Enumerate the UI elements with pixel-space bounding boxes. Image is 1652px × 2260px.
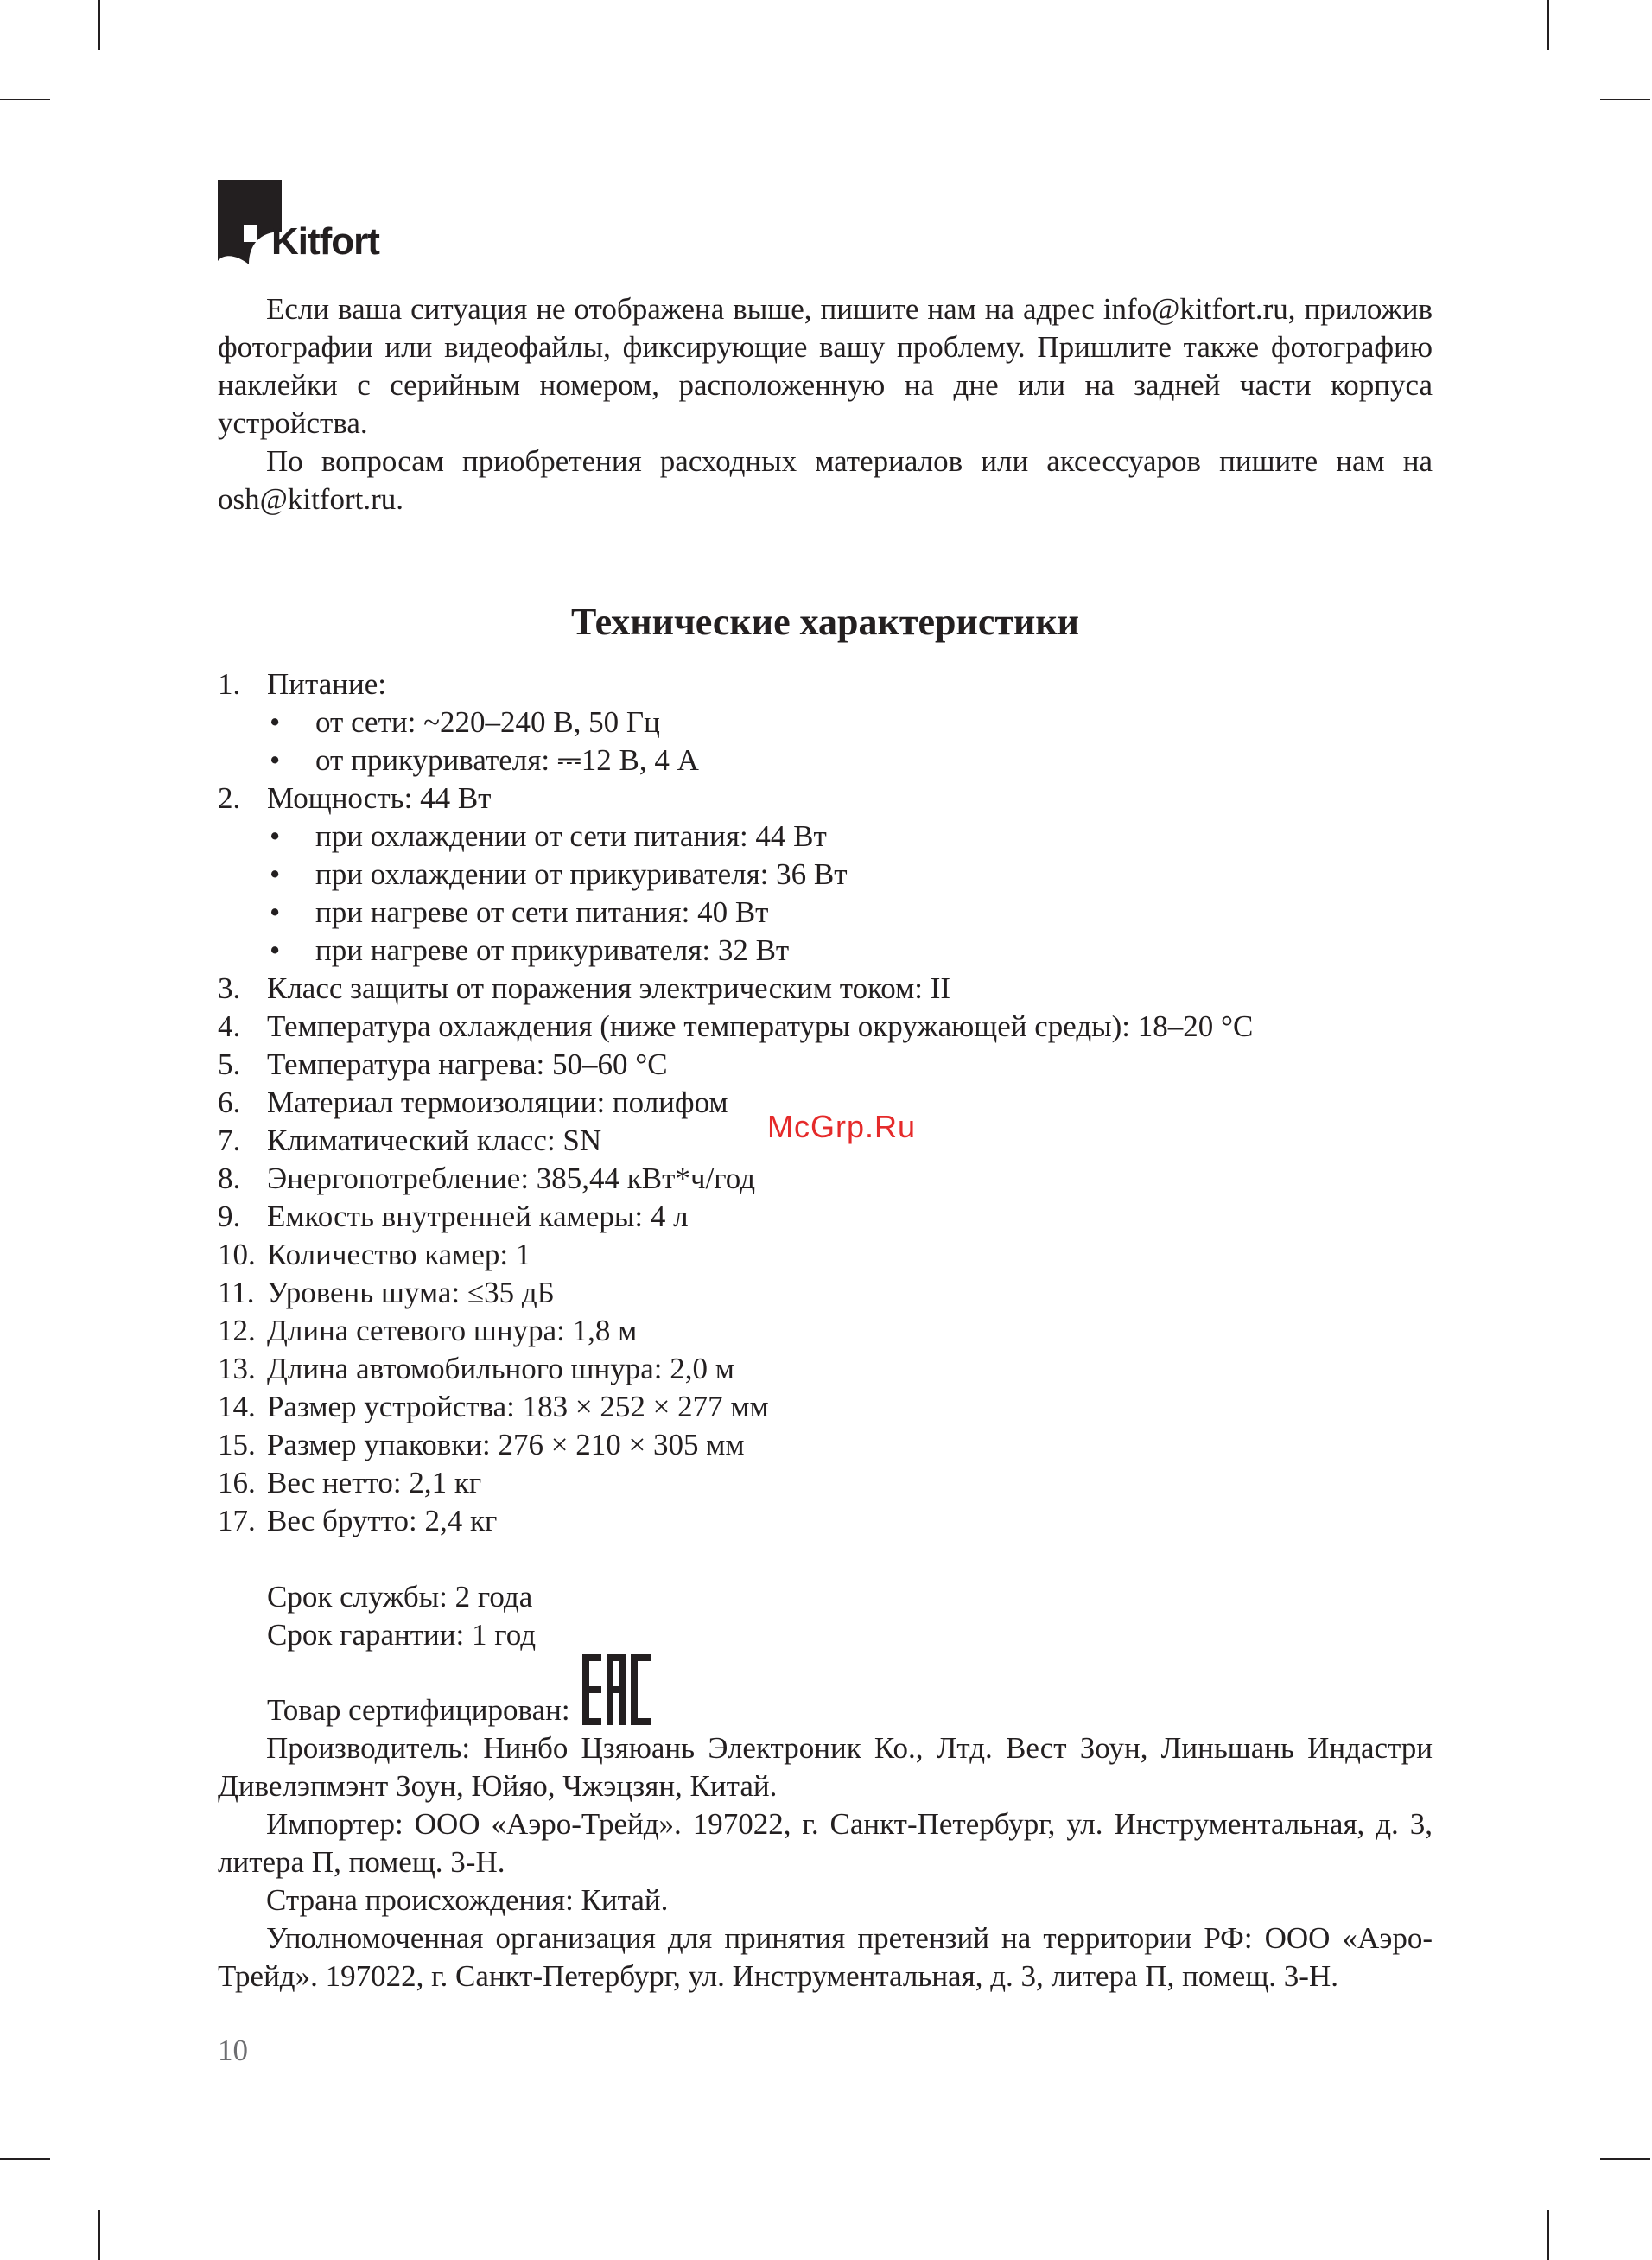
spec-text: Уровень шума: ≤35 дБ [267, 1276, 555, 1309]
spec-number: 4. [218, 1009, 241, 1043]
spec-item [218, 1312, 1433, 1350]
bullet-icon: • [270, 743, 281, 777]
spec-number: 7. [218, 1124, 241, 1157]
spec-subitem [267, 932, 1433, 970]
spec-text: Мощность: 44 Вт [267, 781, 492, 815]
crop-mark [98, 2210, 100, 2260]
spec-number: 14. [218, 1390, 256, 1423]
spec-item [218, 1236, 1433, 1274]
spec-subitem [267, 703, 1433, 742]
certification [218, 1654, 1433, 1729]
manufacturer-info: Производитель: Нинбо Цзяюань Электроник Ко., Лтд. Вест Зоун, Линьшань Индастри Дивелэпмэнт Зоун, Юйяо, Чжэцзян, Китай. [218, 1731, 1433, 1803]
spec-number: 15. [218, 1428, 256, 1461]
spec-item [218, 1502, 1433, 1540]
bullet-icon: • [270, 819, 281, 853]
spec-number: 1. [218, 667, 241, 701]
spec-text: Количество камер: 1 [267, 1238, 531, 1271]
spec-item [218, 1350, 1433, 1388]
spec-text: Емкость внутренней камеры: 4 л [267, 1200, 689, 1233]
spec-subitem [267, 818, 1433, 856]
intro-paragraph: По вопросам приобретения расходных материалов или аксессуаров пишите нам на osh@kitfort.ru. [218, 444, 1433, 516]
spec-text: Вес нетто: 2,1 кг [267, 1466, 482, 1499]
spec-text: Энергопотребление: 385,44 кВт*ч/год [267, 1162, 756, 1195]
origin-country: Страна происхождения: Китай. [266, 1883, 669, 1917]
spec-number: 8. [218, 1162, 241, 1195]
spec-subitem-text: от сети: ~220–240 В, 50 Гц [315, 705, 660, 739]
crop-mark [98, 0, 100, 50]
spec-text: Питание: [267, 667, 386, 701]
warranty: Срок гарантии: 1 год [267, 1618, 537, 1652]
spec-text: Климатический класс: SN [267, 1124, 602, 1157]
spec-item [218, 665, 1433, 780]
specs-list [218, 665, 1433, 1540]
spec-text: Материал термоизоляции: полифом [267, 1085, 728, 1119]
importer-info: Импортер: ООО «Аэро-Трейд». 197022, г. Санкт-Петербург, ул. Инструментальная, д. 3, литера П, помещ. 3-Н. [218, 1807, 1433, 1879]
spec-item [218, 1274, 1433, 1312]
spec-item [218, 970, 1433, 1008]
spec-text: Размер устройства: 183 × 252 × 277 мм [267, 1390, 769, 1423]
brand-name: Kitfort [271, 220, 379, 263]
spec-sublist [267, 818, 1433, 970]
spec-text: Класс защиты от поражения электрическим током: II [267, 971, 951, 1005]
spec-number: 13. [218, 1352, 256, 1385]
bullet-icon: • [270, 895, 281, 929]
spec-subitem-text: при нагреве от сети питания: 40 Вт [315, 895, 769, 929]
spec-item [218, 1464, 1433, 1502]
crop-mark [1600, 99, 1650, 100]
spec-text: Длина автомобильного шнура: 2,0 м [267, 1352, 734, 1385]
spec-item [218, 1160, 1433, 1198]
spec-text: Длина сетевого шнура: 1,8 м [267, 1314, 638, 1347]
bullet-icon: • [270, 705, 281, 739]
bullet-icon: • [270, 857, 281, 891]
spec-number: 3. [218, 971, 241, 1005]
crop-mark [1547, 2210, 1549, 2260]
spec-subitem [267, 856, 1433, 894]
spec-item [218, 1046, 1433, 1084]
watermark: McGrp.Ru [767, 1109, 917, 1144]
spec-item [218, 1426, 1433, 1464]
spec-subitem-text: при нагреве от прикуривателя: 32 Вт [315, 933, 790, 967]
spec-subitem-text: при охлаждении от сети питания: 44 Вт [315, 819, 827, 853]
spec-text: Температура охлаждения (ниже температуры окружающей среды): 18–20 °C [267, 1009, 1254, 1043]
spec-item [218, 1198, 1433, 1236]
crop-mark [1600, 2158, 1650, 2160]
page-number: 10 [218, 2034, 248, 2067]
spec-item [218, 780, 1433, 970]
spec-item [218, 1388, 1433, 1426]
spec-number: 2. [218, 781, 241, 815]
intro-paragraph: Если ваша ситуация не отображена выше, пишите нам на адрес info@kitfort.ru, приложив фотографии или видеофайлы, фиксирующие вашу проблему. Пришлите также фотографию наклейки с серийным номером, расположенную на дне или на задней части корпуса устройства. [218, 292, 1433, 440]
spec-number: 5. [218, 1047, 241, 1081]
spec-subitem-text: от прикуривателя: ⎓12 В, 4 А [315, 743, 699, 777]
spec-number: 9. [218, 1200, 241, 1233]
spec-number: 12. [218, 1314, 256, 1347]
spec-text: Температура нагрева: 50–60 °C [267, 1047, 668, 1081]
bullet-icon: • [270, 933, 281, 967]
spec-number: 6. [218, 1085, 241, 1119]
spec-text: Вес брутто: 2,4 кг [267, 1504, 498, 1537]
eac-mark-icon [582, 1654, 651, 1725]
spec-number: 16. [218, 1466, 256, 1499]
spec-subitem [267, 894, 1433, 932]
spec-number: 17. [218, 1504, 256, 1537]
spec-number: 11. [218, 1276, 255, 1309]
service-life: Срок службы: 2 года [267, 1580, 533, 1614]
brand-logo [218, 180, 399, 270]
spec-sublist [267, 703, 1433, 780]
spec-subitem-text: при охлаждении от прикуривателя: 36 Вт [315, 857, 848, 891]
crop-mark [0, 99, 50, 100]
authorized-organization: Уполномоченная организация для принятия претензий на территории РФ: ООО «Аэро-Трейд». 197022, г. Санкт-Петербург, ул. Инструментальная, д. 3, литера П, помещ. 3-Н. [218, 1921, 1433, 1993]
crop-mark [0, 2158, 50, 2160]
spec-subitem [267, 742, 1433, 780]
crop-mark [1547, 0, 1549, 50]
spec-text: Размер упаковки: 276 × 210 × 305 мм [267, 1428, 745, 1461]
section-heading: Технические характеристики [570, 601, 1080, 643]
spec-number: 10. [218, 1238, 256, 1271]
certified-label: Товар сертифицирован: [267, 1693, 570, 1727]
spec-item [218, 1008, 1433, 1046]
service-info [218, 1578, 1433, 1996]
